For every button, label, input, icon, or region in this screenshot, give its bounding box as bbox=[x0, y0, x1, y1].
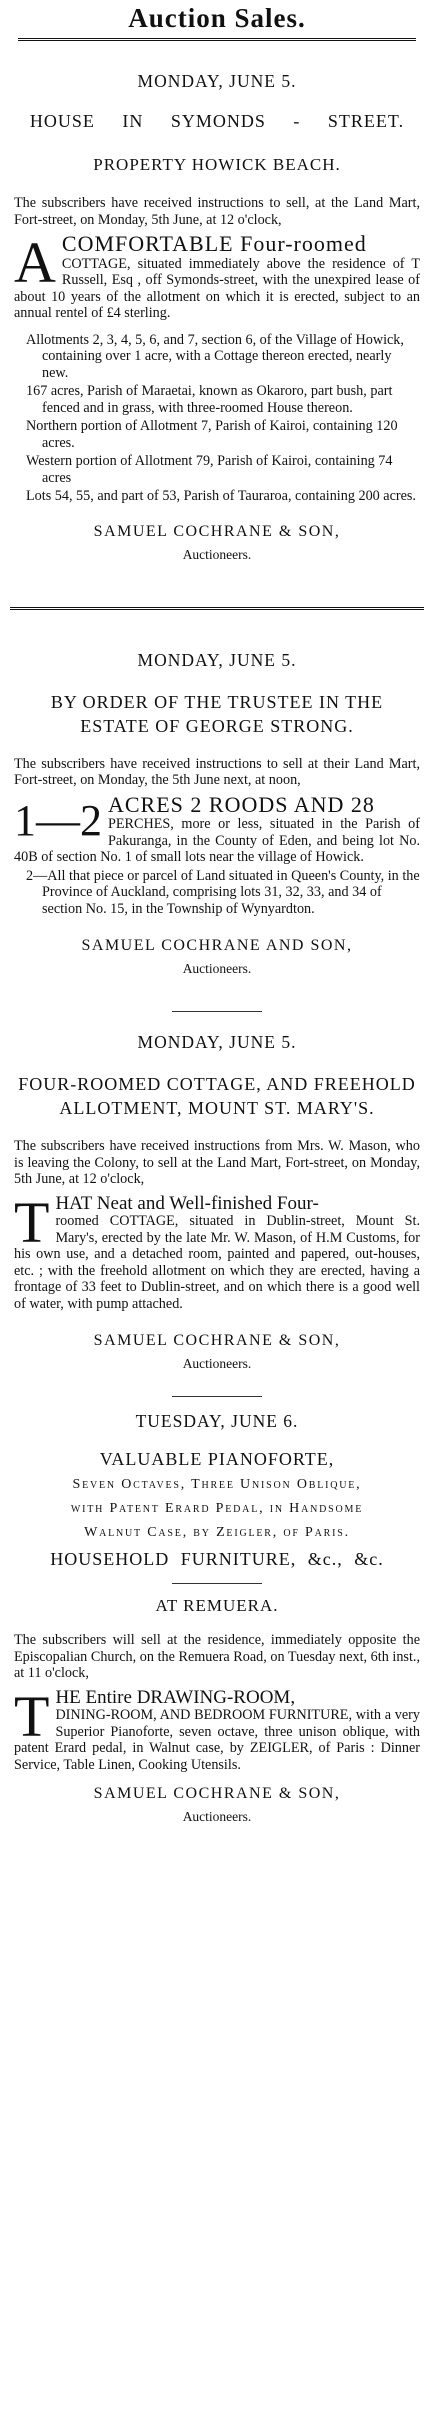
drop-cap: T bbox=[14, 1189, 50, 1255]
lead-large-text: COMFORTABLE Four-roomed bbox=[61, 231, 367, 256]
ad-separator bbox=[10, 607, 424, 610]
lot-item: 2—All that piece or parcel of Land situated in Queen's County, in the Province of Auckland, comprising lots 31, 32, 33, and 34 of section No. 15, in the Township of Wynyardton. bbox=[26, 867, 420, 917]
lead-large-text: ACRES 2 ROODS AND 28 bbox=[108, 791, 375, 817]
description-line: Walnut Case, by Zeigler, of Paris. bbox=[84, 1525, 350, 1540]
auction-ad-4 bbox=[10, 1411, 424, 1825]
lot-item: Western portion of Allotment 79, Parish of Kairoi, containing 74 acres bbox=[26, 453, 393, 486]
lot-item: Allotments 2, 3, 4, 5, 6, and 7, section 6, of the Village of Howick, containing over 1 acre, with a Cottage thereon erected, nearly new. bbox=[26, 331, 404, 381]
auctioneer-name: SAMUEL COCHRANE & SON, bbox=[93, 1785, 341, 1802]
auction-ad-1 bbox=[10, 71, 424, 563]
header-rule bbox=[18, 38, 416, 41]
lead-large-text: HAT Neat and Well-finished Four- bbox=[55, 1192, 319, 1214]
ad-date: MONDAY, JUNE 5. bbox=[137, 649, 297, 670]
ad-separator bbox=[172, 1396, 262, 1397]
ad-intro: The subscribers have received instructions to sell, at the Land Mart, Fort-street, on Monday, 5th June, at 12 o'clock, bbox=[14, 195, 420, 228]
drop-cap: T bbox=[14, 1683, 50, 1749]
ad-date: MONDAY, JUNE 5. bbox=[137, 71, 297, 91]
inner-rule bbox=[172, 1583, 262, 1584]
ad-subhead: PROPERTY HOWICK BEACH. bbox=[93, 155, 341, 174]
auctioneer-name: SAMUEL COCHRANE AND SON, bbox=[81, 937, 353, 954]
ad-date: MONDAY, JUNE 5. bbox=[137, 1032, 297, 1052]
auctioneer-title: Auctioneers. bbox=[182, 961, 252, 976]
lot-item: 167 acres, Parish of Maraetai, known as Okaroro, part bush, part fenced and in grass, with three-roomed House thereon. bbox=[26, 383, 393, 416]
lot-item: Northern portion of Allotment 7, Parish of Kairoi, containing 120 acres. bbox=[26, 418, 398, 451]
ad-lead bbox=[14, 1683, 420, 1774]
lot-item: Lots 54, 55, and part of 53, Parish of Tauraroa, containing 200 acres. bbox=[26, 488, 416, 504]
ad-headline: FOUR-ROOMED COTTAGE, AND FREEHOLD ALLOTMENT, MOUNT ST. MARY'S. bbox=[18, 1074, 416, 1118]
ad-separator bbox=[172, 1011, 262, 1012]
furniture-line: HOUSEHOLD FURNITURE, &c., &c. bbox=[50, 1549, 384, 1569]
auctioneer-title: Auctioneers. bbox=[182, 546, 252, 562]
ad-headline: HOUSE IN SYMONDS - STREET. bbox=[29, 111, 405, 131]
section-title: Auction Sales. bbox=[128, 3, 306, 33]
description-line: with Patent Erard Pedal, in Handsome bbox=[70, 1501, 364, 1516]
ad-intro: The subscribers have received instructions from Mrs. W. Mason, who is leaving the Colony, to sell at the Land Mart, Fort-street, on Monday, 5th June, at 12 o'clock, bbox=[14, 1138, 420, 1187]
auctioneer-name: SAMUEL COCHRANE & SON, bbox=[93, 522, 341, 540]
ad-place: AT REMUERA. bbox=[155, 1596, 279, 1615]
lead-text: COTTAGE, situated immediately above the residence of T Russell, Esq , off Symonds-street, with the unexpired lease of about 10 years of the allotment on which it is erected, subject to an annual rentel of £4 sterling. bbox=[14, 255, 420, 321]
lead-text: roomed COTTAGE, situated in Dublin-street, Mount St. Mary's, erected by the late Mr. W. Mason, of H.M Customs, for his own use, and a detached room, painted and papered, out-houses, etc. ; with the freehold allotment on which they are erected, having a frontage of 33 feet to Dublin-street, and on which there is a good well of water, with pump attached. bbox=[14, 1213, 420, 1312]
ad-intro: The subscribers have received instructions to sell at their Land Mart, Fort-street, on Monday, the 5th June next, at noon, bbox=[14, 755, 420, 788]
ad-lead bbox=[14, 791, 420, 866]
lead-text: DINING-ROOM, AND BEDROOM FURNITURE, with a very Superior Pianoforte, seven octave, three unison oblique, with patent Erard pedal, in Walnut case, by ZEIGLER, of Paris : Dinner Service, Table Linen, Cooking Utensils. bbox=[14, 1707, 420, 1773]
auction-ad-2 bbox=[10, 650, 424, 978]
auctioneer-title: Auctioneers. bbox=[182, 1809, 252, 1824]
ad-headline: BY ORDER OF THE TRUSTEE IN THE ESTATE OF GEORGE STRONG. bbox=[50, 691, 384, 736]
lot-list bbox=[14, 332, 420, 505]
drop-cap: 1—2 bbox=[14, 795, 102, 845]
lead-text: PERCHES, more or less, situated in the Parish of Pakuranga, in the County of Eden, and being lot No. 40B of section No. 1 of small lots near the village of Howick. bbox=[14, 816, 420, 865]
ad-intro: The subscribers will sell at the residence, immediately opposite the Episcopalian Church, on the Remuera Road, on Tuesday next, 6th inst., at 11 o'clock, bbox=[14, 1632, 420, 1681]
ad-lead bbox=[14, 230, 420, 322]
auction-ad-3 bbox=[10, 1032, 424, 1372]
ad-date: TUESDAY, JUNE 6. bbox=[135, 1411, 299, 1431]
ad-lead bbox=[14, 1189, 420, 1313]
description-line: Seven Octaves, Three Unison Oblique, bbox=[72, 1477, 362, 1492]
drop-cap: A bbox=[14, 230, 56, 295]
auctioneer-title: Auctioneers. bbox=[182, 1356, 252, 1371]
ad-headline: VALUABLE PIANOFORTE, bbox=[99, 1449, 335, 1469]
lead-large-text: HE Entire DRAWING-ROOM, bbox=[55, 1686, 296, 1708]
auctioneer-name: SAMUEL COCHRANE & SON, bbox=[93, 1332, 341, 1349]
